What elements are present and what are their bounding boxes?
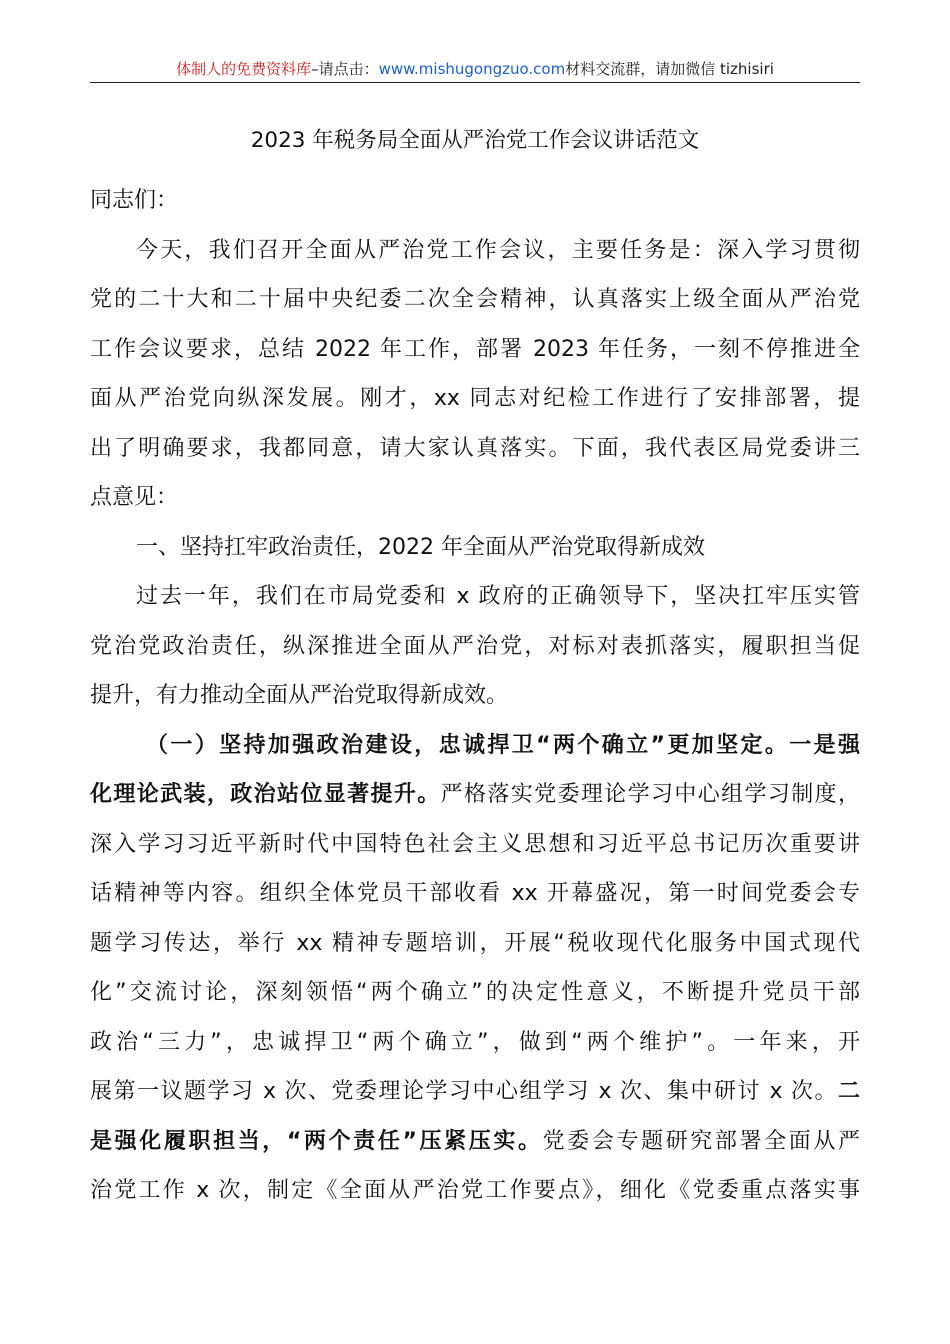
header-url-link[interactable]: www.mishugongzuo.com <box>378 60 566 78</box>
paragraph-line: 点意见： <box>90 485 179 510</box>
header-click-prompt: –请点击： <box>311 60 379 78</box>
salutation: 同志们： <box>90 188 179 213</box>
paragraph-line: 深入学习习近平新时代中国特色社会主义思想和习近平总书记历次重要讲 <box>90 831 860 857</box>
paragraph-line: 工作会议要求，总结 2022 年工作，部署 2023 年任务，一刻不停推进全 <box>90 336 860 362</box>
subsection-heading <box>90 721 860 771</box>
paragraph-line: 党的二十大和二十届中央纪委二次全会精神，认真落实上级全面从严治党 <box>90 287 860 312</box>
paragraph-line: 政治“三力”，忠诚捍卫“两个确立”，做到“两个维护”。一年来，开 <box>90 1029 860 1055</box>
subsection-heading-text: （一）坚持加强政治建设，忠诚捍卫“两个确立”更加坚定。一是强 <box>146 732 860 758</box>
paragraph-line: 面从严治党向纵深发展。刚才，xx 同志对纪检工作进行了安排部署，提 <box>90 386 860 411</box>
paragraph-line <box>90 1117 860 1167</box>
document-body <box>90 176 860 1216</box>
bold-lead: 是强化履职担当，“两个责任”压紧压实。 <box>90 1128 543 1154</box>
paragraph-text: 展第一议题学习 x 次、党委理论学习中心组学习 x 次、集中研讨 x 次。 <box>90 1079 838 1104</box>
paragraph-line: 党治党政治责任，纵深推进全面从严治党，对标对表抓落实，履职担当促 <box>90 633 860 659</box>
paragraph-line: 出了明确要求，我都同意，请大家认真落实。下面，我代表区局党委讲三 <box>90 435 860 461</box>
paragraph-line: 话精神等内容。组织全体党员干部收看 xx 开幕盛况，第一时间党委会专 <box>90 881 860 906</box>
paragraph-text: 严格落实党委理论学习中心组学习制度， <box>440 782 860 807</box>
paragraph-line: 题学习传达，举行 xx 精神专题培训，开展“税收现代化服务中国式现代 <box>90 930 860 956</box>
document-title: 2023 年税务局全面从严治党工作会议讲话范文 <box>250 128 700 153</box>
paragraph-line: 今天，我们召开全面从严治党工作会议，主要任务是：深入学习贯彻 <box>136 237 860 263</box>
header-site-name: 体制人的免费资料库 <box>176 60 312 78</box>
bold-lead: 二 <box>837 1079 860 1104</box>
page-header <box>90 58 860 83</box>
paragraph-line <box>90 770 860 820</box>
header-group-note: 材料交流群，请加微信 tizhisiri <box>565 60 774 78</box>
paragraph-line: 提升，有力推动全面从严治党取得新成效。 <box>90 683 509 708</box>
section-heading: 一、坚持扛牢政治责任，2022 年全面从严治党取得新成效 <box>136 534 705 560</box>
paragraph-line <box>90 1067 860 1117</box>
bold-lead: 化理论武装，政治站位显著提升。 <box>90 782 441 807</box>
paragraph-line: 治党工作 x 次，制定《全面从严治党工作要点》，细化《党委重点落实事 <box>90 1178 860 1203</box>
paragraph-text: 党委会专题研究部署全面从严 <box>542 1128 860 1154</box>
paragraph-line: 过去一年，我们在市局党委和 x 政府的正确领导下，坚决扛牢压实管 <box>136 584 860 609</box>
paragraph-line: 化”交流讨论，深刻领悟“两个确立”的决定性意义，不断提升党员干部 <box>90 980 860 1005</box>
